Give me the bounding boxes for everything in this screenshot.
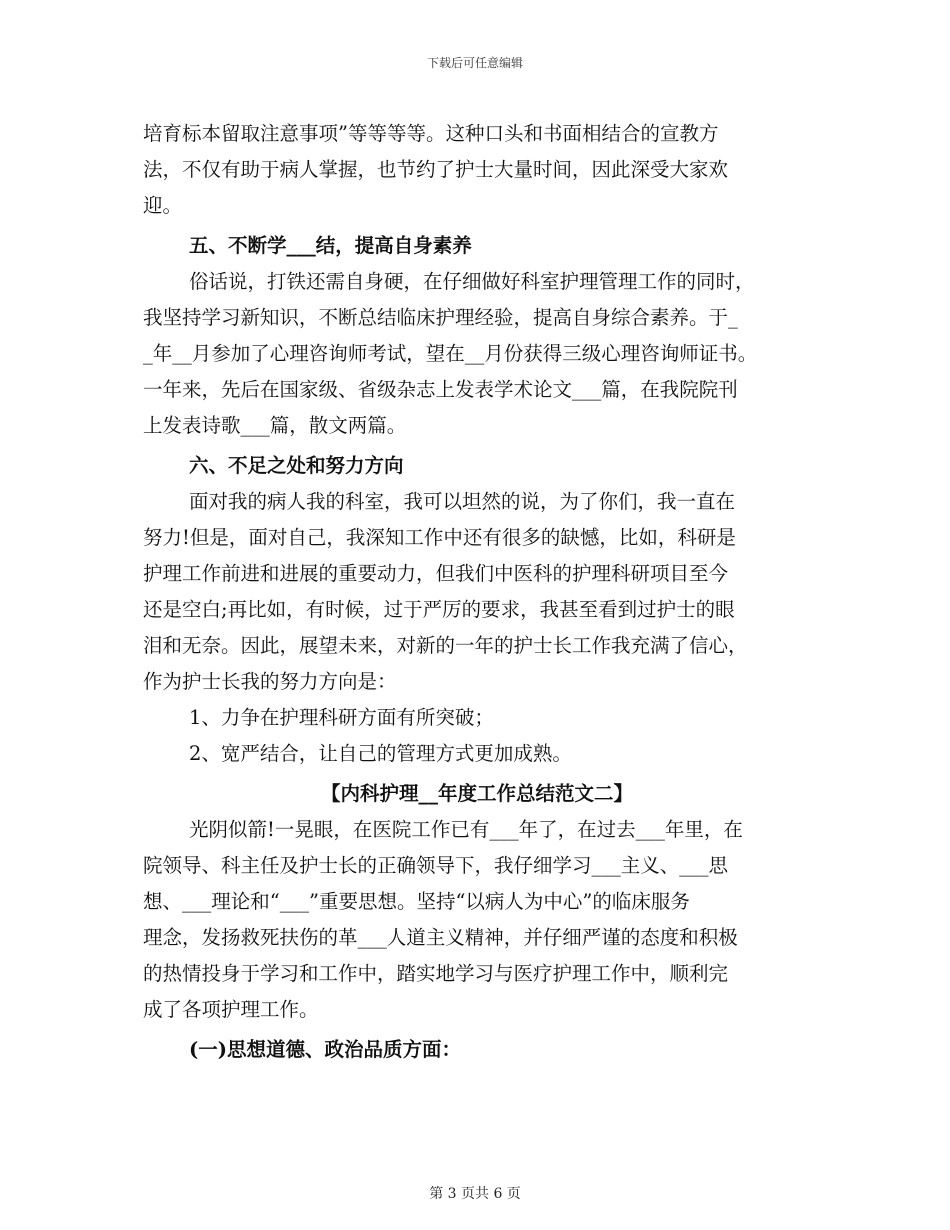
paragraph-line: 培育标本留取注意事项”等等等等。这种口头和书面相结合的宣教方	[143, 122, 719, 145]
paragraph-line: 法，不仅有助于病人掌握，也节约了护士大量时间，因此深受大家欢	[143, 158, 729, 181]
list-item: 1、力争在护理科研方面有所突破；	[189, 706, 494, 729]
section-title: 【内科护理__年度工作总结范文二】	[320, 782, 633, 805]
paragraph-line: 上发表诗歌___篇，散文两篇。	[143, 414, 407, 437]
section-heading-6: 六、不足之处和努力方向	[189, 454, 404, 477]
paragraph-line: 作为护士长我的努力方向是：	[143, 670, 397, 693]
paragraph-line: 面对我的病人我的科室，我可以坦然的说，为了你们，我一直在	[189, 490, 736, 513]
paragraph-line: 护理工作前进和进展的重要动力，但我们中医科的护理科研项目至今	[143, 562, 729, 585]
paragraph-line: _年__月参加了心理咨询师考试，望在__月份获得三级心理咨询师证书。	[143, 342, 758, 365]
paragraph-line: 的热情投身于学习和工作中，踏实地学习与医疗护理工作中，顺利完	[143, 962, 729, 985]
paragraph-line: 泪和无奈。因此，展望未来，对新的一年的护士长工作我充满了信心，	[143, 634, 748, 657]
list-item: 2、宽严结合，让自己的管理方式更加成熟。	[189, 742, 572, 765]
page-number: 第 3 页共 6 页	[429, 1186, 521, 1202]
section-heading-5: 五、不断学___结，提高自身素养	[189, 234, 472, 257]
paragraph-line: 迎。	[143, 194, 183, 217]
paragraph-line: 想、___理论和“___”重要思想。坚持“以病人为中心”的临床服务	[143, 890, 690, 913]
paragraph-line: 理念，发扬救死扶伤的革___人道主义精神，并仔细严谨的态度和积极	[143, 926, 738, 949]
subheading: (一)思想道德、政治品质方面：	[189, 1038, 461, 1061]
paragraph-line: 院领导、科主任及护士长的正确领导下，我仔细学习___主义、___思	[143, 854, 729, 877]
paragraph-line: 俗话说，打铁还需自身硬，在仔细做好科室护理管理工作的同时，	[189, 270, 755, 293]
paragraph-line: 成了各项护理工作。	[143, 998, 319, 1021]
paragraph-line: 还是空白;再比如，有时候，过于严厉的要求，我甚至看到过护士的眼	[143, 598, 735, 621]
paragraph-line: 我坚持学习新知识，不断总结临床护理经验，提高自身综合素养。于_	[143, 306, 738, 329]
paragraph-line: 努力!但是，面对自己，我深知工作中还有很多的缺憾，比如，科研是	[143, 526, 736, 549]
page-header: 下载后可任意编辑	[426, 56, 523, 70]
paragraph-line: 光阴似箭!一晃眼，在医院工作已有___年了，在过去___年里，在	[189, 818, 743, 841]
paragraph-line: 一年来，先后在国家级、省级杂志上发表学术论文___篇，在我院院刊	[143, 378, 738, 401]
document-body	[143, 116, 811, 1068]
